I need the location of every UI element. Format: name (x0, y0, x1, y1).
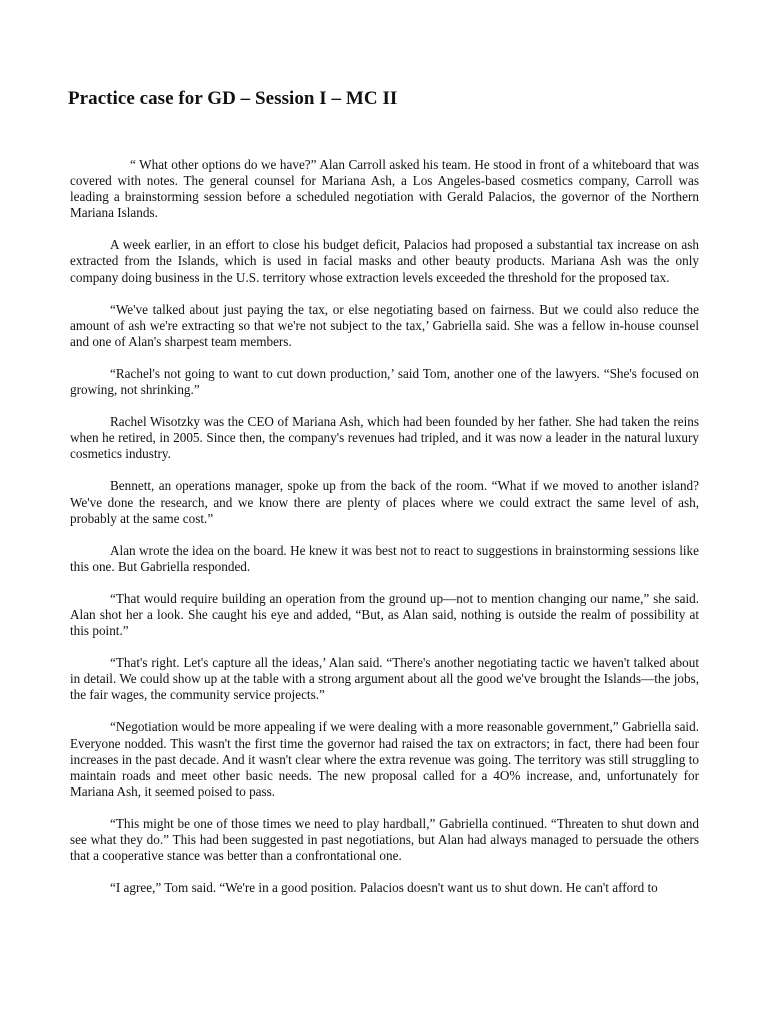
paragraph-2 (70, 237, 699, 285)
document-title: Practice case for GD – Session I – MC II (68, 88, 398, 109)
paragraph-1 (70, 157, 699, 221)
paragraph-6 (70, 478, 699, 526)
paragraph-1-text: “ What other options do we have?” Alan Carroll asked his team. He stood in front of a whiteboard that was covered with notes. The general counsel for Mariana Ash, a Los Angeles-based cosmetics company, Carroll was leading a brainstorming session before a scheduled negotiation with Gerald Palacios, the governor of the Northern Mariana Islands. (70, 157, 699, 221)
paragraph-4 (70, 366, 699, 398)
paragraph-7-text: Alan wrote the idea on the board. He knew it was best not to react to suggestions in brainstorming sessions like this one. But Gabriella responded. (70, 542, 699, 574)
paragraph-3-text: “We've talked about just paying the tax, or else negotiating based on fairness. But we could also reduce the amount of ash we're extracting so that we're not subject to the tax,’ Gabriella said. She was a fellow in-house counsel and one of Alan's sharpest team members. (70, 301, 699, 349)
paragraph-9-text: “That's right. Let's capture all the ideas,’ Alan said. “There's another negotiating tactic we haven't talked about in detail. We could show up at the table with a strong argument about all the good we've brought the Islands—the jobs, the fair wages, the community service projects.” (70, 655, 699, 703)
paragraph-3 (70, 302, 699, 350)
paragraph-12 (70, 880, 699, 896)
paragraph-11 (70, 816, 699, 864)
paragraph-9 (70, 655, 699, 703)
paragraph-10 (70, 719, 699, 799)
paragraph-5 (70, 414, 699, 462)
paragraph-6-text: Bennett, an operations manager, spoke up from the back of the room. “What if we moved to another island? We've done the research, and we know there are plenty of places where we could extract the same level of ash, probably at the same cost.” (70, 478, 699, 526)
paragraph-10-text: “Negotiation would be more appealing if we were dealing with a more reasonable government,” Gabriella said. Everyone nodded. This wasn't the first time the governor had raised the tax on extractors; in fact, there had been four increases in the past decade. And it wasn't clear where the extra revenue was going. The territory was still struggling to maintain roads and meet other basic needs. The new proposal called for a 4O% increase, and, unfortunately for Mariana Ash, it seemed poised to pass. (70, 719, 699, 799)
document-body (70, 157, 699, 912)
paragraph-4-text: “Rachel's not going to want to cut down production,’ said Tom, another one of the lawyers. “She's focused on growing, not shrinking.” (70, 365, 699, 398)
paragraph-12-text: “I agree,” Tom said. “We're in a good position. Palacios doesn't want us to shut down. He can't afford to (110, 880, 658, 896)
paragraph-5-text: Rachel Wisotzky was the CEO of Mariana Ash, which had been founded by her father. She had taken the reins when he retired, in 2005. Since then, the company's revenues had tripled, and it was now a leader in the natural luxury cosmetics industry. (70, 414, 699, 462)
paragraph-11-text: “This might be one of those times we need to play hardball,” Gabriella continued. “Threaten to shut down and see what they do.” This had been suggested in past negotiations, but Alan had always managed to persuade the others that a cooperative stance was better than a confrontational one. (70, 815, 699, 864)
paragraph-2-text: A week earlier, in an effort to close his budget deficit, Palacios had proposed a substantial tax increase on ash extracted from the Islands, which is used in facial masks and other beauty products. Mariana Ash was the only company doing business in the U.S. territory whose extraction levels exceeded the threshold for the proposed tax. (70, 237, 699, 285)
paragraph-8-text: “That would require building an operation from the ground up—not to mention changing our name,” she said. Alan shot her a look. She caught his eye and added, “But, as Alan said, nothing is outside the realm of possibility at this point.” (70, 590, 699, 639)
paragraph-8 (70, 591, 699, 639)
paragraph-7 (70, 543, 699, 575)
